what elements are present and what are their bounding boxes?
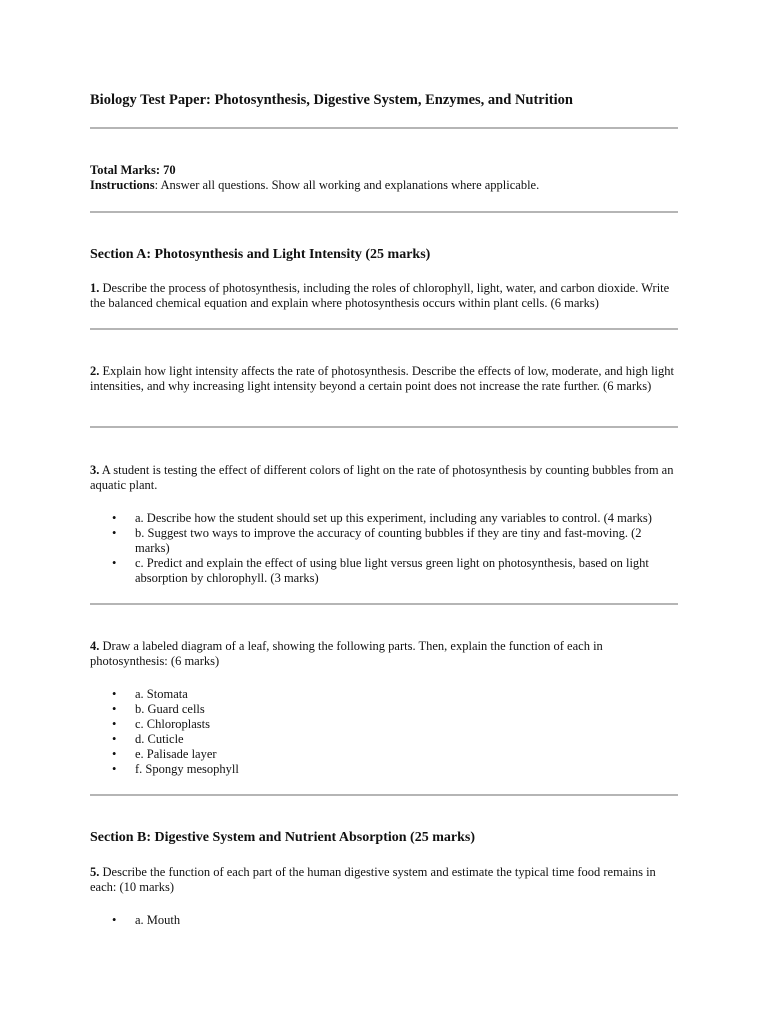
bullet: • xyxy=(112,732,117,746)
list-item: • c. Chloroplasts xyxy=(112,717,210,731)
bullet: • xyxy=(112,687,117,701)
instructions-text: : Answer all questions. Show all working and explanations where applicable. xyxy=(154,178,540,192)
divider xyxy=(90,794,678,796)
question-text: Explain how light intensity affects the rate of photosynthesis. Describe the effects of low, moderate, and high light intensities, and why increasing light intensity beyond a certain point does not increase the rate further. (6 marks) xyxy=(90,364,675,393)
question-1 xyxy=(90,281,678,311)
bullet: • xyxy=(112,511,117,525)
bullet: • xyxy=(112,762,117,776)
divider xyxy=(90,328,678,330)
list-item: • f. Spongy mesophyll xyxy=(112,762,239,776)
list-item: • e. Palisade layer xyxy=(112,747,217,761)
bullet: • xyxy=(112,747,117,761)
total-marks: Total Marks: 70 xyxy=(90,163,176,177)
divider xyxy=(90,426,678,428)
question-text: A student is testing the effect of different colors of light on the rate of photosynthesis by counting bubbles from an aquatic plant. xyxy=(90,463,674,492)
question-text: Draw a labeled diagram of a leaf, showing the following parts. Then, explain the function of each in photosynthesis: (6 marks) xyxy=(90,639,603,668)
list-item: • a. Mouth xyxy=(112,913,181,927)
bullet: • xyxy=(112,913,117,927)
question-text: Describe the process of photosynthesis, including the roles of chlorophyll, light, water, and carbon dioxide. Write the balanced chemical equation and explain where photosynthesis occurs within plant cells. (6 marks) xyxy=(90,281,670,310)
list-item: • c. Predict and explain the effect of using blue light versus green light on photosynthesis, based on light absorption by chlorophyll. (3 marks) xyxy=(112,556,649,585)
bullet: • xyxy=(112,556,117,570)
list-item: • a. Describe how the student should set up this experiment, including any variables to control. (4 marks) xyxy=(112,511,652,525)
bullet: • xyxy=(112,717,117,731)
list-item: • b. Suggest two ways to improve the accuracy of counting bubbles if they are tiny and fast-moving. (2 marks) xyxy=(112,526,642,555)
bullet: • xyxy=(112,702,117,716)
divider xyxy=(90,127,678,129)
document-title: Biology Test Paper: Photosynthesis, Digestive System, Enzymes, and Nutrition xyxy=(90,92,573,108)
question-number: 3. xyxy=(90,463,100,477)
question-4 xyxy=(90,639,678,669)
section-b-heading: Section B: Digestive System and Nutrient Absorption (25 marks) xyxy=(90,830,475,845)
question-text: Describe the function of each part of the human digestive system and estimate the typical time food remains in each: (10 marks) xyxy=(90,865,656,894)
bullet: • xyxy=(112,526,117,540)
section-a-heading: Section A: Photosynthesis and Light Intensity (25 marks) xyxy=(90,247,431,262)
paper-info xyxy=(90,163,539,193)
question-3-parts xyxy=(90,511,678,586)
list-item: • b. Guard cells xyxy=(112,702,205,716)
divider xyxy=(90,211,678,213)
question-2 xyxy=(90,364,678,394)
question-number: 2. xyxy=(90,364,100,378)
question-number: 4. xyxy=(90,639,100,653)
question-number: 5. xyxy=(90,865,100,879)
question-4-parts xyxy=(90,687,678,777)
question-number: 1. xyxy=(90,281,100,295)
divider xyxy=(90,603,678,605)
question-5 xyxy=(90,865,678,895)
question-5-parts xyxy=(90,913,678,928)
instructions-label: Instructions xyxy=(90,178,155,192)
question-3 xyxy=(90,463,678,493)
list-item: • d. Cuticle xyxy=(112,732,184,746)
list-item: • a. Stomata xyxy=(112,687,188,701)
